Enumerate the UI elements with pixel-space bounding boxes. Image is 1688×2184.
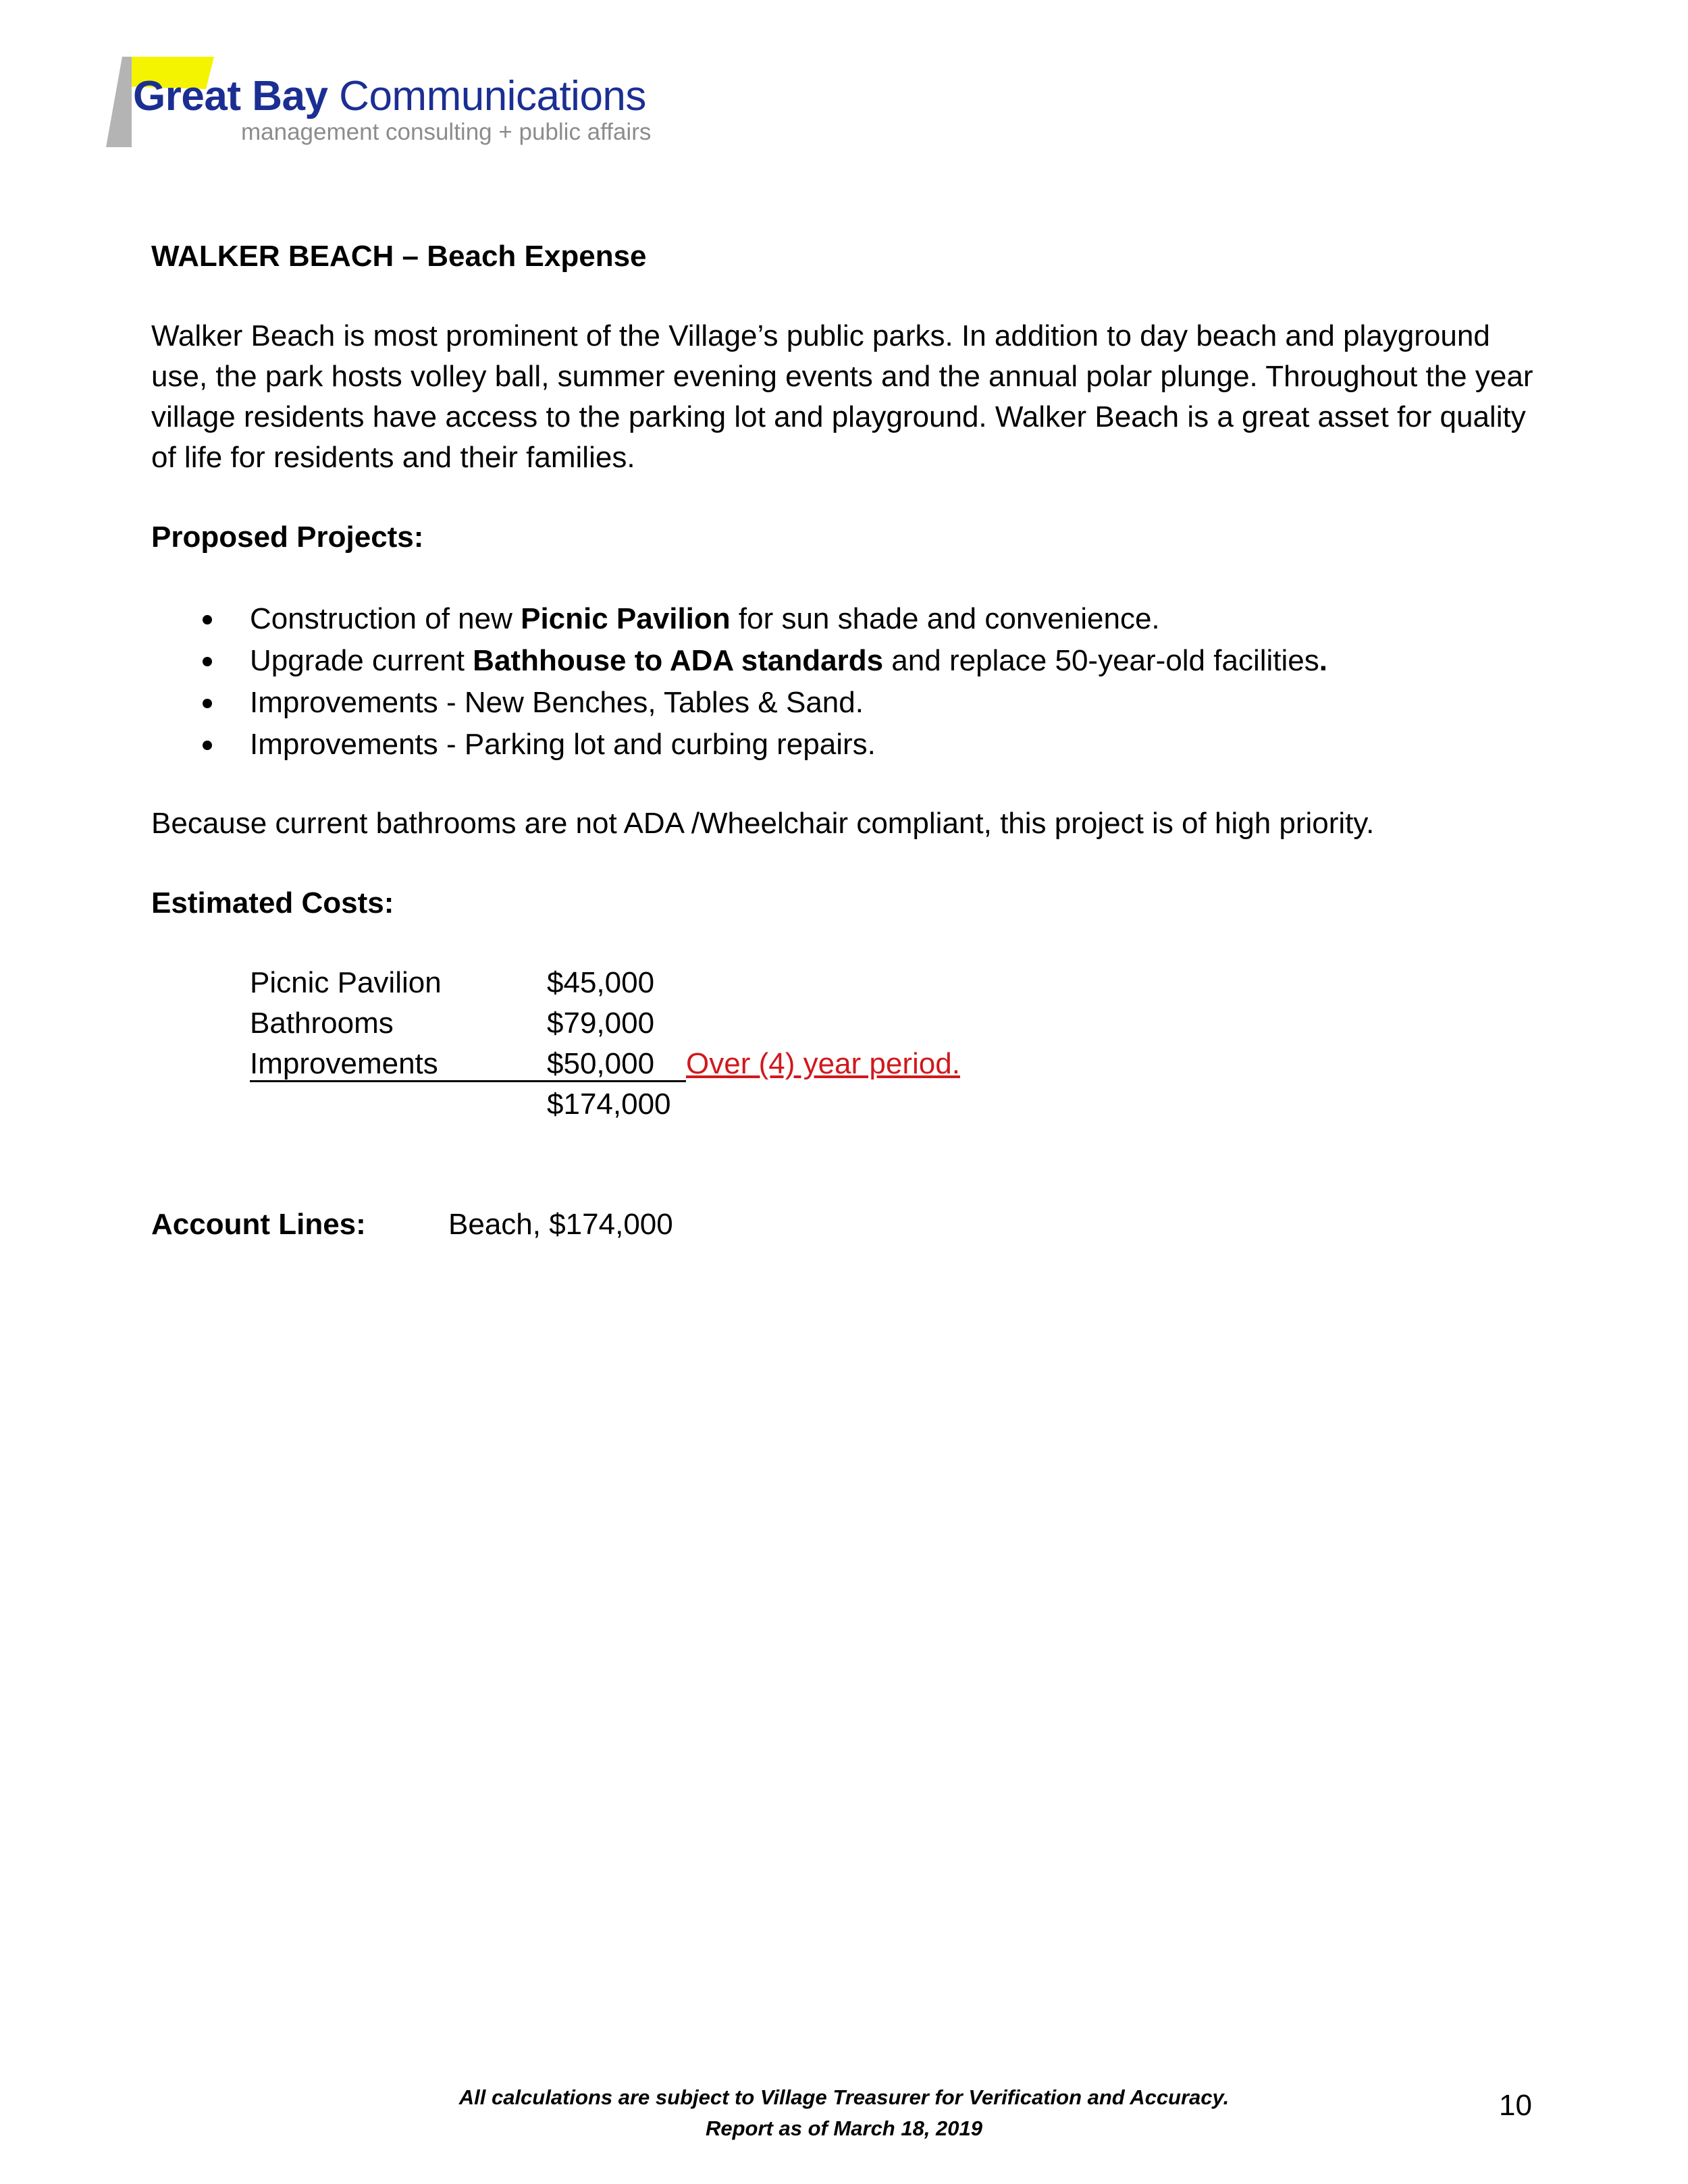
account-value: Beach, $174,000 — [448, 1208, 673, 1241]
list-item: Upgrade current Bathhouse to ADA standards and replace 50-year-old facilities. — [250, 640, 1542, 682]
page-number: 10 — [1499, 2089, 1532, 2122]
section-heading: WALKER BEACH – Beach Expense — [151, 240, 647, 273]
cost-label: Bathrooms — [250, 1007, 394, 1040]
cost-amount: $50,000 — [547, 1047, 655, 1080]
bullet-icon — [203, 615, 212, 624]
account-lines — [151, 1204, 1542, 1245]
footer-report-date: Report as of March 18, 2019 — [705, 2116, 983, 2140]
list-item: Construction of new Picnic Pavilion for sun shade and convenience. — [250, 598, 1542, 640]
list-item: Improvements - New Benches, Tables & Sand. — [250, 682, 1542, 724]
list-item: Improvements - Parking lot and curbing repairs. — [250, 724, 1542, 766]
priority-note: Because current bathrooms are not ADA /Wheelchair compliant, this project is of high priority. — [151, 807, 1375, 840]
table-row — [250, 1003, 1542, 1044]
page-footer — [0, 2082, 1688, 2144]
cost-amount: $45,000 — [547, 966, 655, 999]
intro-paragraph: Walker Beach is most prominent of the Village’s public parks. In addition to day beach and playground use, the park hosts volley ball, summer evening events and the annual polar plunge. Throughout the year village residents have access to the parking lot and playground. Walker Beach is a great asset for quality of life for residents and their families. — [151, 319, 1533, 474]
footer-disclaimer: All calculations are subject to Village Treasurer for Verification and Accuracy. — [458, 2085, 1230, 2109]
table-row — [250, 963, 1542, 1003]
cost-table — [250, 963, 1542, 1125]
cost-amount: $79,000 — [547, 1007, 655, 1040]
costs-heading: Estimated Costs: — [151, 886, 394, 920]
cost-total: $174,000 — [547, 1088, 671, 1121]
cost-label: Picnic Pavilion — [250, 966, 442, 999]
bullet-icon — [203, 699, 212, 708]
logo-name-rest: Communications — [339, 73, 646, 119]
document-body — [151, 236, 1542, 1245]
company-logo — [105, 55, 685, 150]
subtotal-rule — [250, 1080, 686, 1082]
cost-label: Improvements — [250, 1047, 438, 1080]
cost-note: Over (4) year period. — [686, 1047, 960, 1080]
table-row — [250, 1044, 1542, 1084]
logo-tagline: management consulting + public affairs — [241, 119, 652, 145]
logo-name-bold: Great Bay — [133, 73, 328, 119]
bullet-icon — [203, 741, 212, 750]
projects-list — [151, 598, 1542, 766]
total-row — [250, 1084, 1542, 1125]
account-label: Account Lines: — [151, 1208, 366, 1241]
projects-heading: Proposed Projects: — [151, 521, 424, 554]
bullet-icon — [203, 657, 212, 666]
logo-company-name — [133, 73, 646, 119]
